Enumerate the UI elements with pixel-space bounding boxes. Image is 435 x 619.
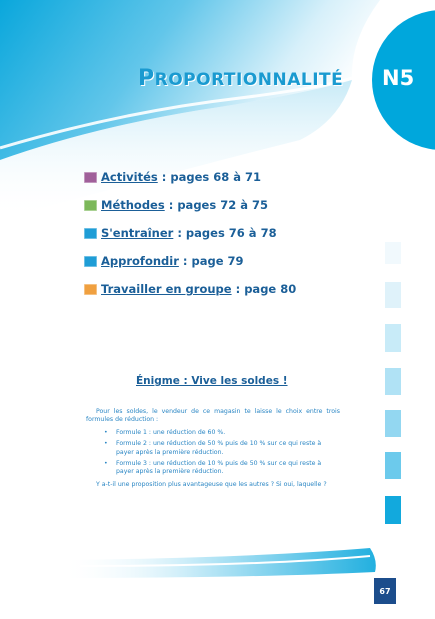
formula-item	[104, 440, 340, 457]
toc-label[interactable]: Travailler en groupe	[101, 282, 232, 296]
enigme-body	[86, 408, 340, 489]
title-initial: P	[138, 66, 155, 91]
deco-square	[385, 368, 401, 395]
toc-label[interactable]: S'entraîner	[101, 226, 174, 240]
title-rest: ROPORTIONNALITÉ	[154, 70, 344, 90]
toc-label[interactable]: Activités	[101, 170, 158, 184]
formula-text: Formule 2 : une réduction de 50 % puis de 10 % sur ce qui reste à payer après la première réduction.	[116, 440, 322, 456]
deco-square	[385, 496, 401, 524]
formula-text: Formule 1 : une réduction de 60 %.	[116, 428, 226, 436]
formula-item	[104, 460, 340, 477]
enigme-title: Énigme : Vive les soldes !	[136, 375, 288, 387]
page-number: 67	[374, 578, 396, 604]
toc-swatch	[84, 256, 97, 267]
toc-pages: : pages 72 à 75	[168, 198, 268, 212]
deco-square	[385, 324, 401, 352]
toc-pages: : page 79	[182, 254, 244, 268]
deco-square	[385, 282, 401, 308]
formula-item	[104, 428, 340, 437]
deco-square	[385, 242, 401, 264]
enigme-question: Y a-t-il une proposition plus avantageuse que les autres ? Si oui, laquelle ?	[96, 480, 327, 488]
bullet: •	[104, 460, 108, 468]
formula-list	[86, 429, 340, 477]
toc-item-travailler-en-groupe[interactable]	[84, 275, 296, 303]
toc-swatch	[84, 228, 97, 239]
formula-text: Formule 3 : une réduction de 10 % puis de 50 % sur ce qui reste à payer après la première réduction.	[116, 460, 322, 476]
toc-swatch	[84, 200, 97, 211]
toc-swatch	[84, 172, 97, 183]
deco-square	[385, 410, 401, 437]
toc-label[interactable]: Méthodes	[101, 198, 165, 212]
toc-pages: : pages 76 à 78	[177, 226, 277, 240]
toc-item-approfondir[interactable]	[84, 247, 296, 275]
toc-swatch	[84, 284, 97, 295]
table-of-contents	[84, 163, 296, 303]
toc-pages: : pages 68 à 71	[161, 170, 261, 184]
toc-label[interactable]: Approfondir	[101, 254, 179, 268]
toc-item-sentrainer[interactable]	[84, 219, 296, 247]
chapter-title	[138, 66, 343, 91]
chapter-number: N5	[382, 66, 415, 90]
toc-pages: : page 80	[235, 282, 297, 296]
bullet: •	[104, 440, 108, 448]
toc-item-methodes[interactable]	[84, 191, 296, 219]
deco-square	[385, 452, 401, 479]
toc-item-activites[interactable]	[84, 163, 296, 191]
enigme-intro: Pour les soldes, le vendeur de ce magasin te laisse le choix entre trois formules de réduction :	[86, 408, 340, 424]
bullet: •	[104, 428, 108, 436]
